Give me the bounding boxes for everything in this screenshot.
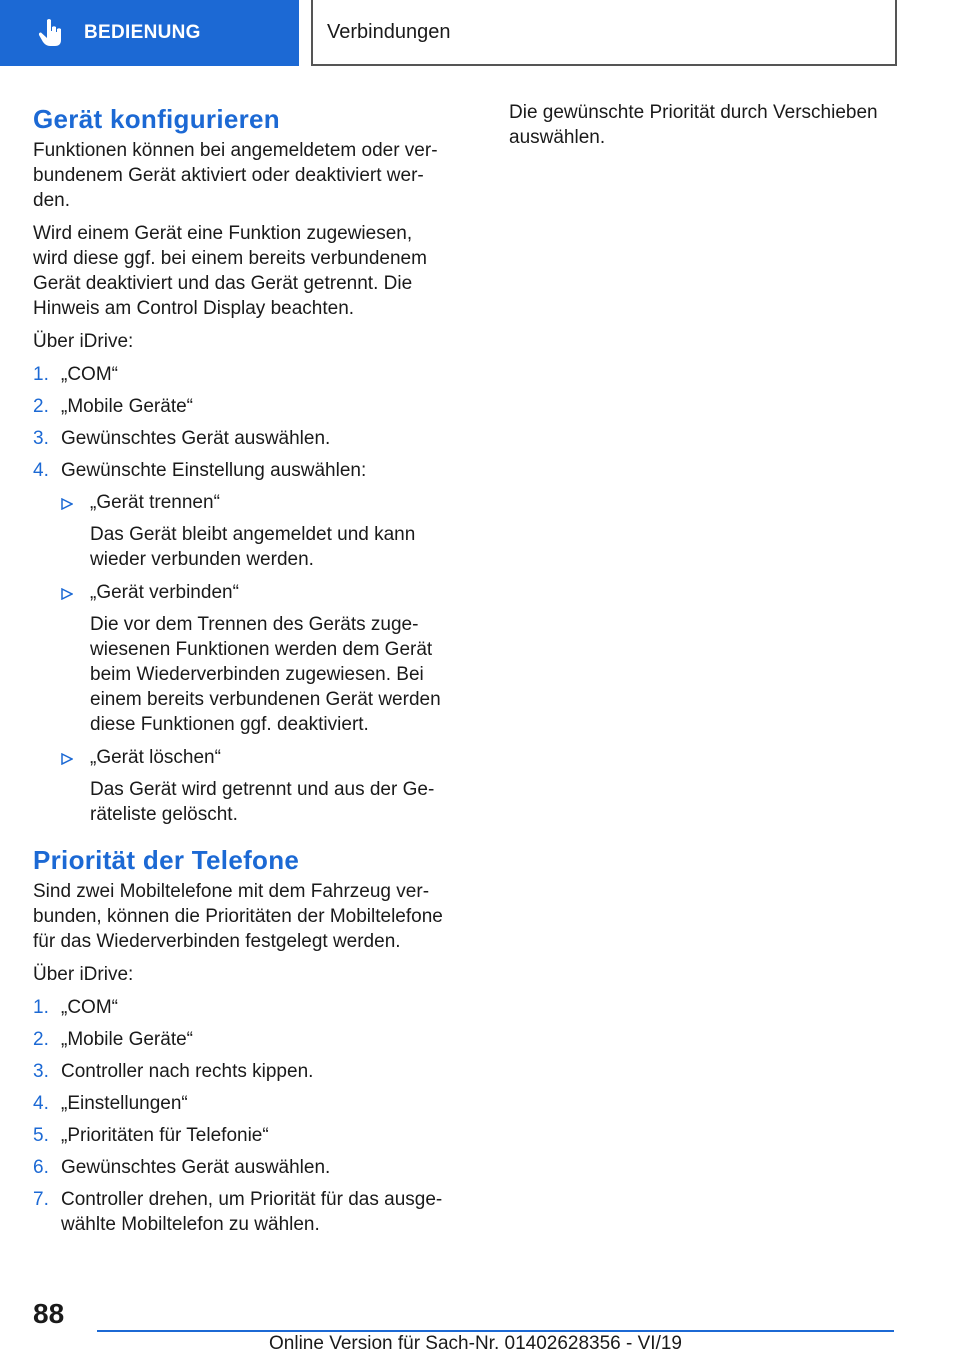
hand-pointer-icon xyxy=(38,18,64,48)
triangle-bullet-icon xyxy=(61,588,73,600)
footer-divider xyxy=(97,1330,894,1332)
list-item xyxy=(33,1091,449,1116)
option-description: Die vor dem Trennen des Geräts zugewiesenen Funktionen werden dem Gerät beim Wiederverbinden zugewiesen. Bei einem bereits verbundenen Gerät werden diese Funktionen ggf. deaktiviert. xyxy=(90,614,441,735)
step-number: 1. xyxy=(33,997,49,1018)
section-heading-configure: Gerät konfigurieren xyxy=(33,104,280,134)
list-item xyxy=(33,362,449,387)
chapter-tab-label: Verbindungen xyxy=(327,20,451,43)
option-item xyxy=(61,580,449,737)
option-item xyxy=(61,745,449,827)
paragraph: Sind zwei Mobiltelefone mit dem Fahrzeug verbunden, können die Prioritäten der Mobiltelefone für das Wiederverbinden festgelegt werden. xyxy=(33,881,443,952)
option-description: Das Gerät bleibt angemeldet und kann wieder verbunden werden. xyxy=(90,524,416,570)
step-text: „COM“ xyxy=(61,364,118,385)
option-item xyxy=(61,490,449,572)
step-number: 7. xyxy=(33,1189,49,1210)
triangle-bullet-icon xyxy=(61,753,73,765)
step-number: 6. xyxy=(33,1157,49,1178)
step-text: „Mobile Geräte“ xyxy=(61,396,193,417)
option-title: „Gerät verbinden“ xyxy=(90,582,239,603)
section-tab-label: BEDIENUNG xyxy=(84,22,201,43)
list-item xyxy=(33,1027,449,1052)
step-text: „COM“ xyxy=(61,997,118,1018)
step-text: Gewünschtes Gerät auswählen. xyxy=(61,1157,331,1178)
step-number: 4. xyxy=(33,1093,49,1114)
page-header xyxy=(0,0,960,66)
steps-list-priority xyxy=(33,995,449,1237)
step-number: 5. xyxy=(33,1125,49,1146)
triangle-bullet-icon xyxy=(61,498,73,510)
list-item xyxy=(33,1123,449,1148)
list-item xyxy=(33,995,449,1020)
paragraph: Über iDrive: xyxy=(33,964,134,985)
list-item xyxy=(33,1155,449,1180)
section-heading-priority: Priorität der Telefone xyxy=(33,845,300,875)
step-number: 4. xyxy=(33,460,49,481)
online-version-note: Online Version für Sach-Nr. 01402628356 - VI/19 xyxy=(269,1333,682,1354)
left-column xyxy=(33,100,449,1244)
paragraph: Wird einem Gerät eine Funktion zugewiesen, wird diese ggf. bei einem bereits verbundenem Gerät deaktiviert und das Gerät getrennt. Die Hinweis am Control Display beachten. xyxy=(33,223,427,319)
step-number: 2. xyxy=(33,1029,49,1050)
list-item xyxy=(33,426,449,451)
option-title: „Gerät trennen“ xyxy=(90,492,220,513)
page-number: 88 xyxy=(33,1298,65,1329)
step-text: Controller drehen, um Priorität für das ausgewählte Mobiltelefon zu wählen. xyxy=(61,1189,443,1235)
section-tab xyxy=(0,0,299,66)
step-number: 3. xyxy=(33,428,49,449)
paragraph: Die gewünschte Priorität durch Verschieben auswählen. xyxy=(509,102,878,148)
option-description: Das Gerät wird getrennt und aus der Geräteliste gelöscht. xyxy=(90,779,435,825)
step-number: 1. xyxy=(33,364,49,385)
step-text: „Mobile Geräte“ xyxy=(61,1029,193,1050)
step-text: „Prioritäten für Telefonie“ xyxy=(61,1125,269,1146)
paragraph: Funktionen können bei angemeldetem oder verbundenem Gerät aktiviert oder deaktiviert werden. xyxy=(33,140,438,211)
list-item xyxy=(33,458,449,827)
right-column xyxy=(509,100,909,158)
step-text: Gewünschtes Gerät auswählen. xyxy=(61,428,331,449)
paragraph: Über iDrive: xyxy=(33,331,134,352)
list-item xyxy=(33,394,449,419)
chapter-tab xyxy=(311,0,897,66)
steps-list-configure xyxy=(33,362,449,827)
step-number: 3. xyxy=(33,1061,49,1082)
step-text: Controller nach rechts kippen. xyxy=(61,1061,314,1082)
list-item xyxy=(33,1187,449,1237)
list-item xyxy=(33,1059,449,1084)
options-list xyxy=(61,490,449,827)
step-text: „Einstellungen“ xyxy=(61,1093,188,1114)
step-number: 2. xyxy=(33,396,49,417)
step-text: Gewünschte Einstellung auswählen: xyxy=(61,460,367,481)
option-title: „Gerät löschen“ xyxy=(90,747,221,768)
